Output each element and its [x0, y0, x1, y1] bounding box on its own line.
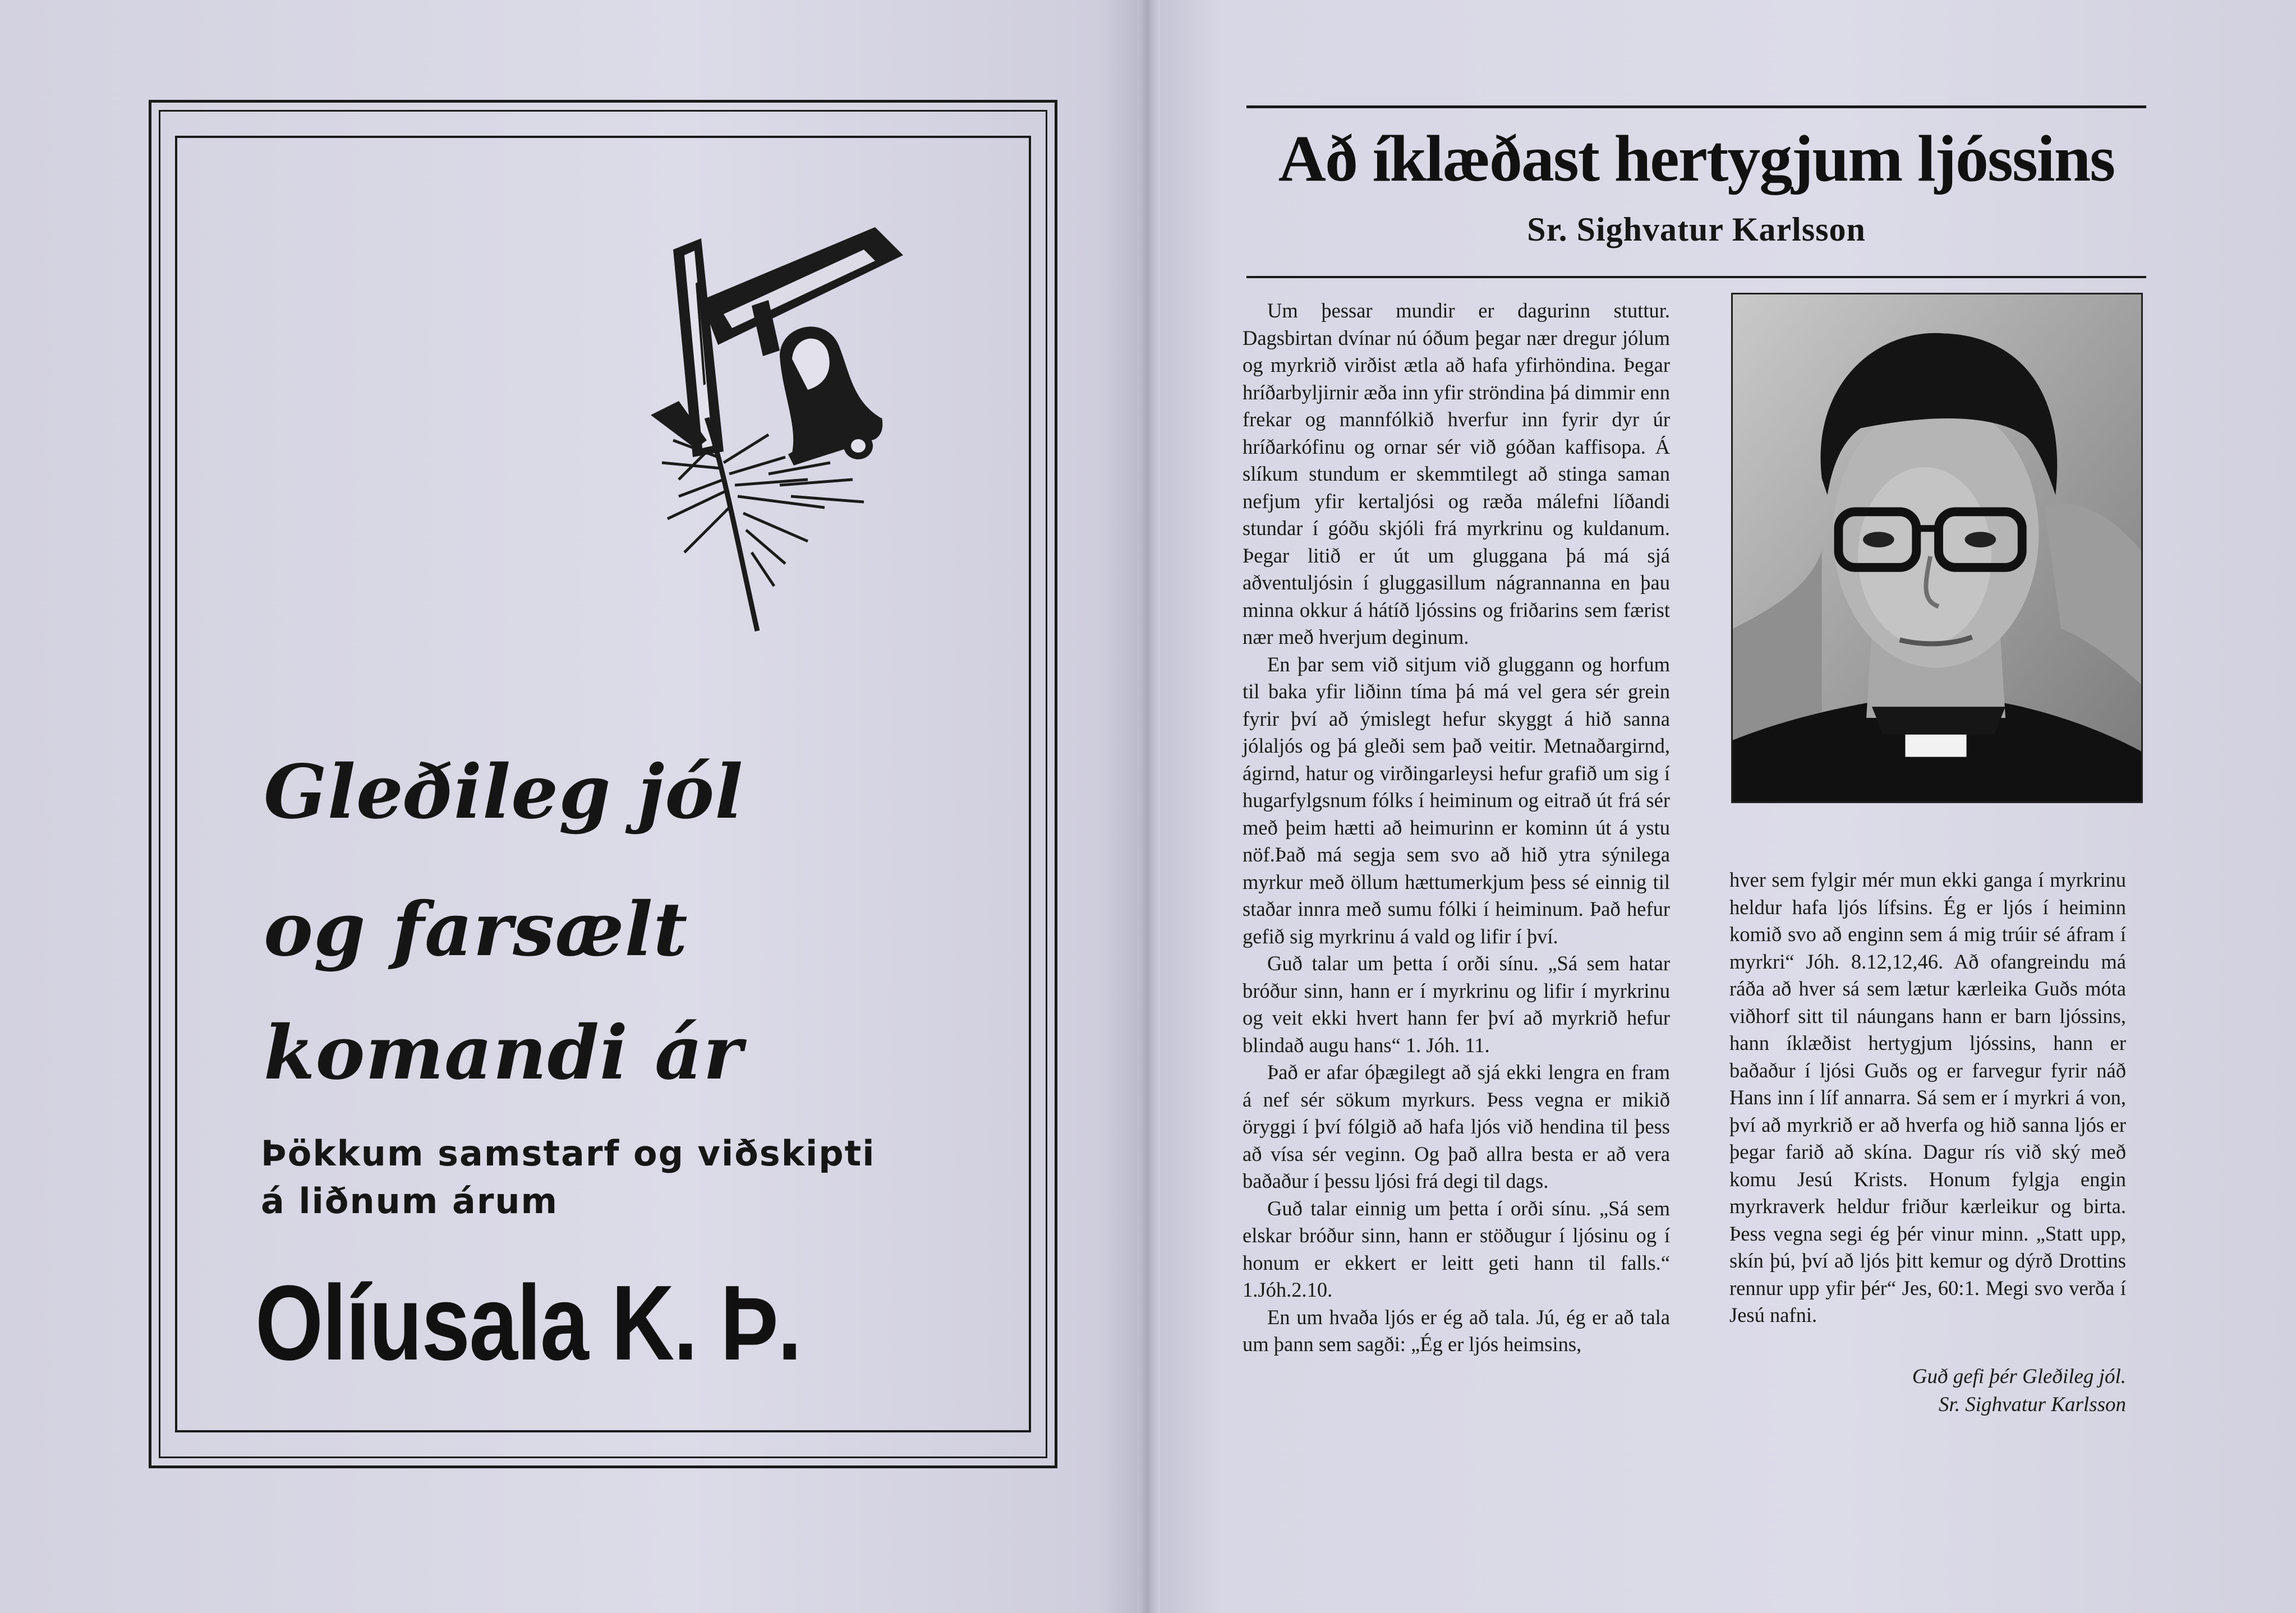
thanks-line-1: Þökkum samstarf og viðskipti: [261, 1133, 876, 1174]
article-paragraph: Um þessar mundir er dagurinn stuttur. Dagsbirtan dvínar nú óðum þegar nær dregur jólum og myrkrið virðist ætla að hafa yfirhöndina. Þegar hríðarbyljirnir æða inn yfir ströndina þá dimmir enn frekar og mannfólkið hverfur inn fyrir dyr úr hríðarkófinu og ornar sér við góðan kaffisopa. Á slíkum stundum er skemmtilegt að stinga saman nefjum yfir kertaljósi og ræða málefni líðandi stundar í góðu skjóli frá myrkrinu og kuldanum. Þegar litið er út um gluggana þá má sjá aðventuljósin í gluggasillum nágrannanna en þau minna okkur á hátíð ljóssins og friðarins sem færist nær með hverjum deginum.: [1243, 299, 1670, 648]
greeting-line-2: og farsælt: [264, 886, 688, 973]
author-portrait: [1731, 293, 2143, 803]
thanks-line-2: á liðnum árum: [261, 1181, 559, 1222]
article-column-left: [1243, 297, 1670, 1358]
greeting-line-3: komandi ár: [264, 1010, 743, 1096]
portrait-photo: [1733, 294, 2141, 801]
title-rule-top: [1246, 105, 2146, 108]
article-paragraph: Guð talar einnig um þetta í orði sínu. „Sá sem elskar bróður sinn, hann er stöðugur í ljósinu og í honum er ekkert er leitt geti hann til falls.“ 1.Jóh.2.10.: [1243, 1196, 1670, 1301]
article-paragraph: Guð talar um þetta í orði sínu. „Sá sem hatar bróður sinn, hann er í myrkrinu og lifir í myrkrinu og veit ekki hvert hann fer því að myrkrið hefur blindað augu hans“ 1. Jóh. 11.: [1243, 952, 1670, 1057]
christmas-bell-illustration: [639, 216, 931, 642]
article-column-right: [1729, 867, 2126, 1329]
title-rule-bottom: [1246, 276, 2146, 278]
article-author: Sr. Sighvatur Karlsson: [1527, 211, 1866, 248]
article-title: Að íklæðast hertygjum ljóssins: [1278, 122, 2115, 195]
article-paragraph: En um hvaða ljós er ég að tala. Jú, ég er að tala um þann sem sagði: „Ég er ljós heimsins,: [1243, 1305, 1670, 1356]
article-paragraph: Það er afar óþægilegt að sjá ekki lengra en fram á nef sér sökum myrkurs. Þess vegna er mikið öryggi í því fólgið að hafa ljós við hendina til þess að vísa sér veginn. Og það allra besta er að vera baðaður í þessu ljósi frá degi til dags.: [1243, 1061, 1670, 1192]
page-gutter: [1138, 0, 1160, 1613]
article-signoff: [1729, 1363, 2126, 1419]
greeting-line-1: Gleðileg jól: [264, 749, 744, 836]
article-paragraph: En þar sem við sitjum við gluggann og horfum til baka yfir liðinn tíma þá má vel gera sér grein fyrir því að ýmislegt hefur skyggt á hið sanna jólaljós og þá gleði sem það veitir. Metnaðargirnd, ágirnd, hatur og virðingarleysi hefur grafið um sig í hugarfylgsnum fólks í heiminum og eitrað út frá sér með þeim hætti að heimurinn er kominn út á ystu nöf.Það má segja sem svo að hið ytra sýnilega myrkur með öllum hættumerkjum þess sé einnig til staðar innra með sumu fólki í heiminum. Það hefur gefið sig myrkrinu á vald og lifir í því.: [1243, 652, 1670, 948]
company-name: Olíusala K. Þ.: [255, 1264, 801, 1382]
article-paragraph: hver sem fylgir mér mun ekki ganga í myrkrinu heldur hafa ljós lífsins. Ég er ljós í heiminn komið svo að enginn sem á mig trúir sé áfram í myrkri“ Jóh. 8.12,12,46. Að ofangreindu má ráða að hver sá sem lætur kærleika Guðs móta viðhorf sitt til náungans hann er barn ljóssins, hann íklæðist hertygjum ljóssins, hann er baðaður í ljósi Guðs og er farvegur fyrir náð Hans inn í líf annarra. Sá sem er í myrkri á von, því að myrkrið er að hverfa og hið sanna ljós er þegar farið að skína. Dagur rís við ský með komu Jesú Krists. Honum fylgja engin myrkraverk heldur friður kærleikur og birta. Þess vegna segi ég þér vinur minn. „Statt upp, skín þú, því að ljós þitt kemur og dýrð Drottins rennur upp yfir þér“ Jes, 60:1. Megi svo verða í Jesú nafni.: [1729, 868, 2126, 1326]
signoff-line-2: Sr. Sighvatur Karlsson: [1938, 1393, 2126, 1416]
signoff-line-1: Guð gefi þér Gleðileg jól.: [1912, 1365, 2126, 1388]
